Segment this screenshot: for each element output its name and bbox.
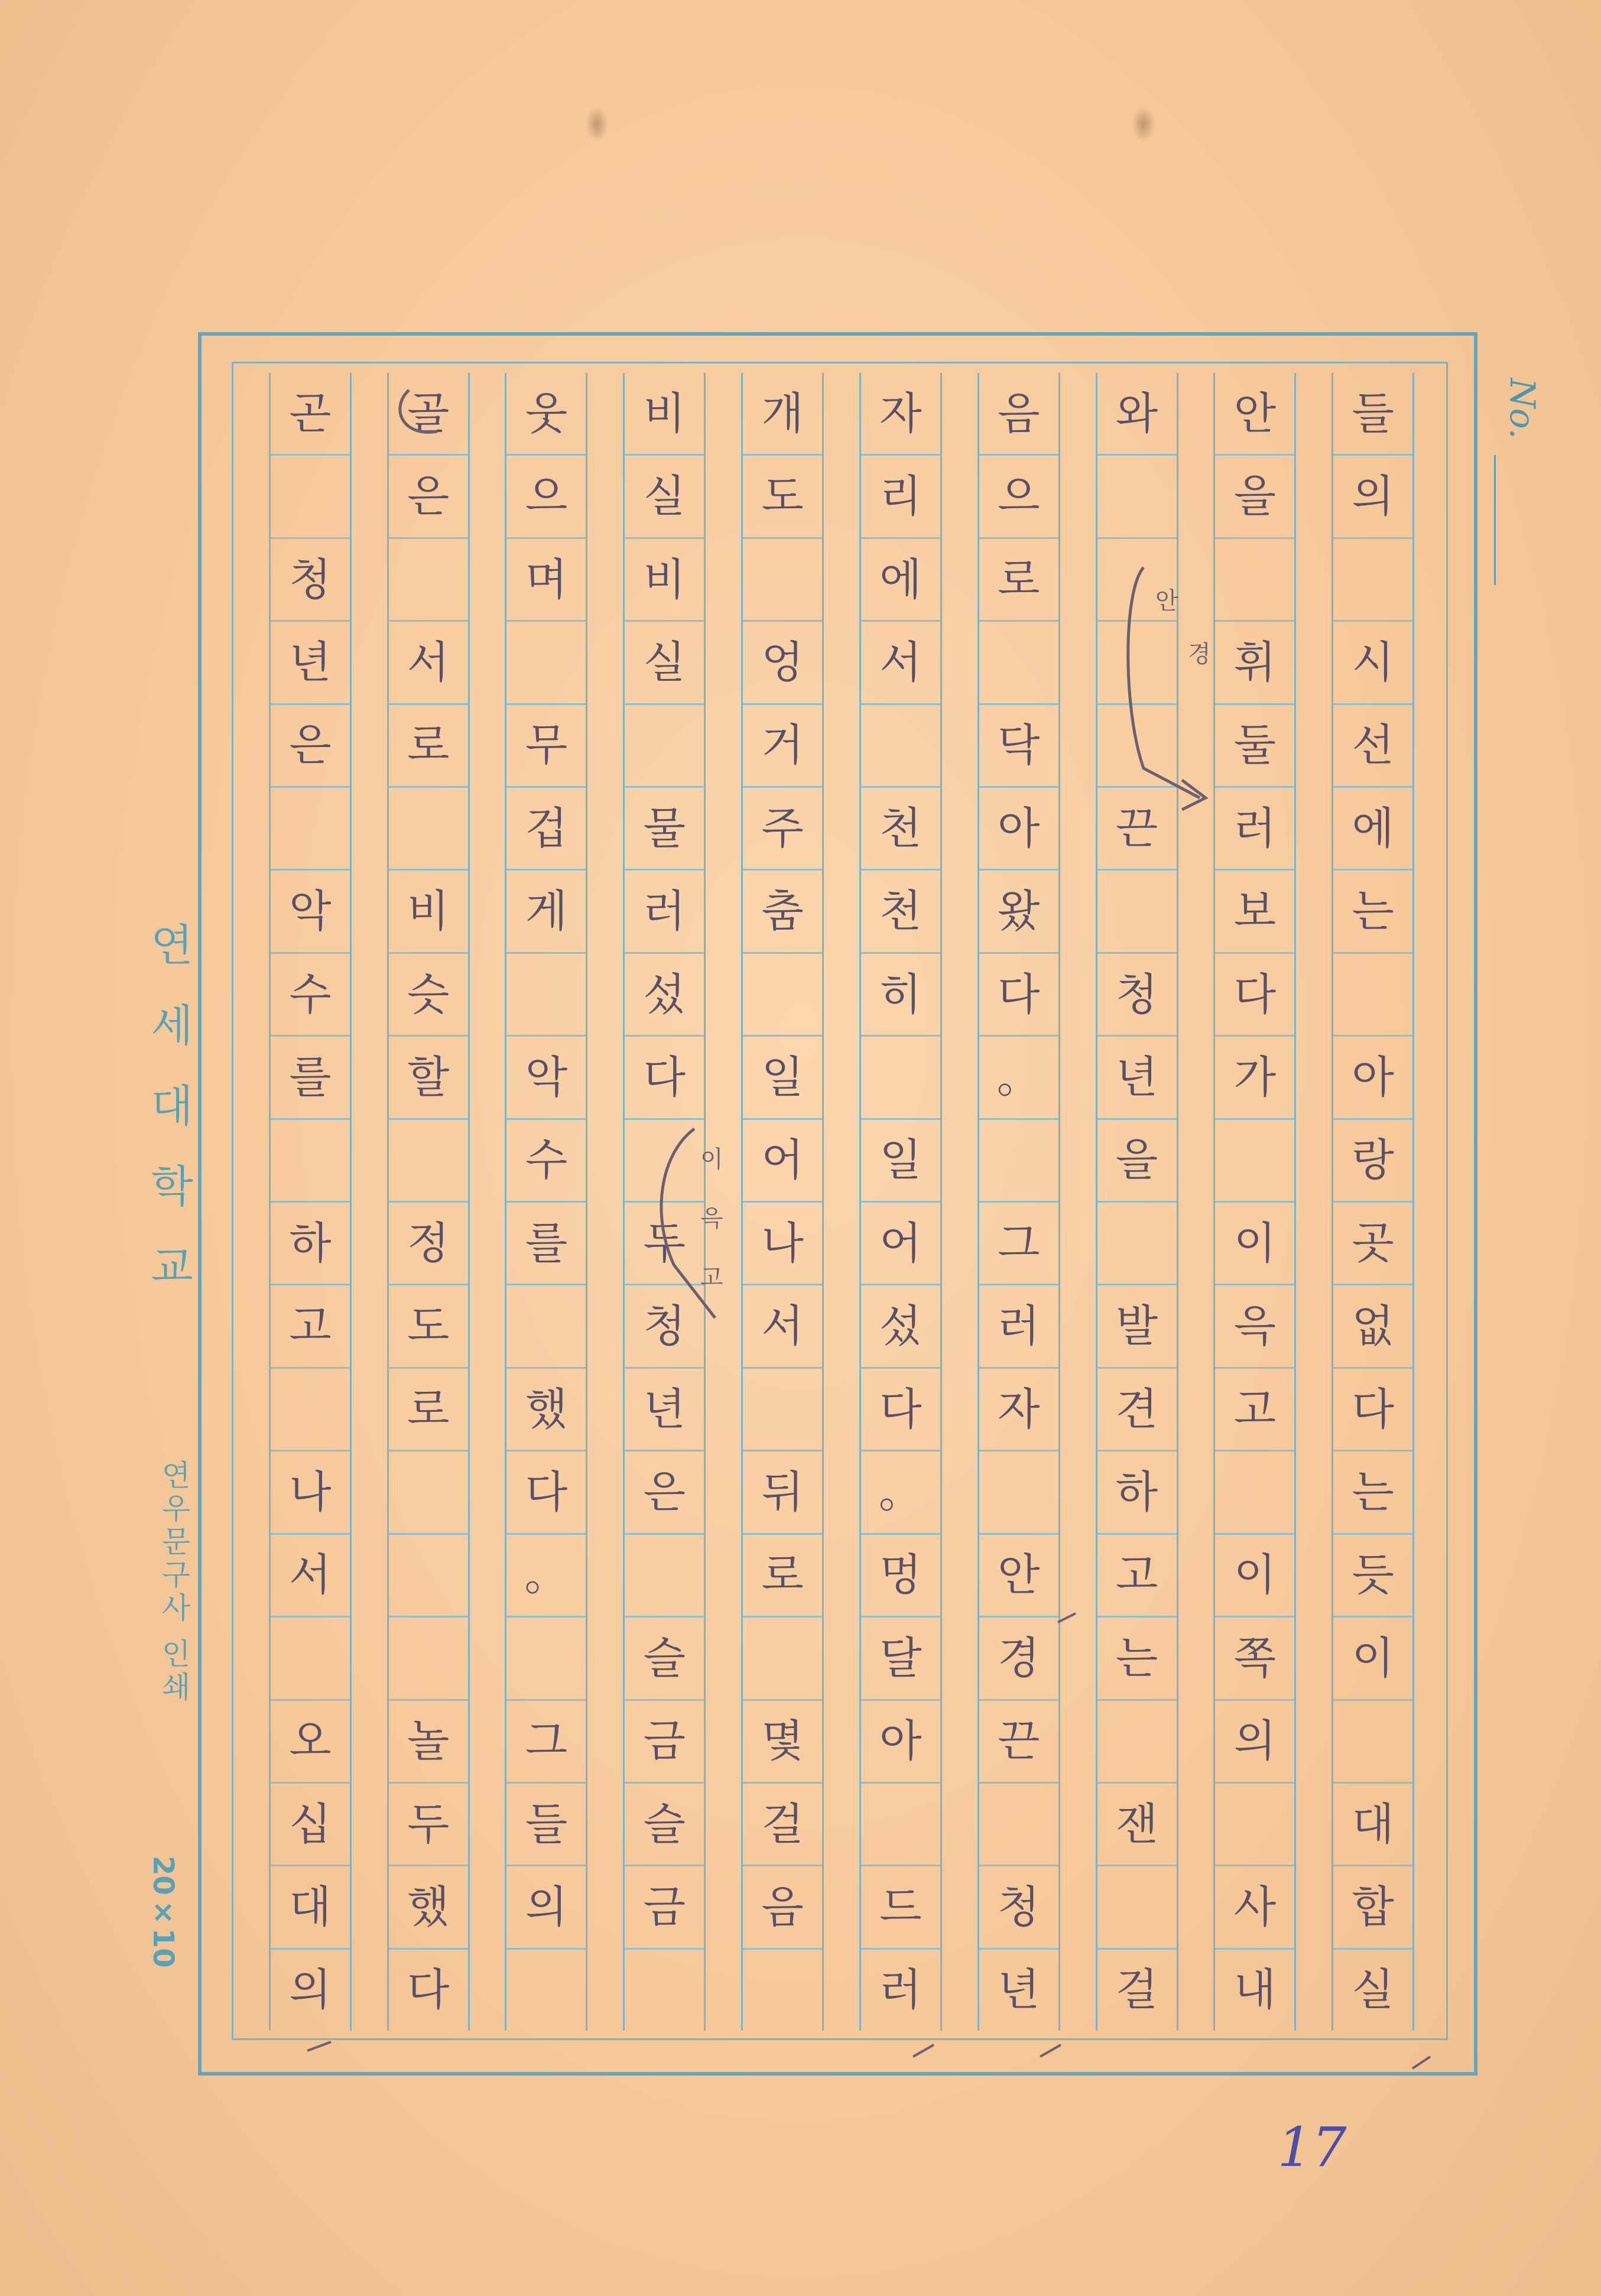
- grid-cell: 대: [1333, 1784, 1412, 1866]
- grid-cell: 이: [1215, 1203, 1294, 1285]
- grid-cell: 정: [389, 1203, 468, 1285]
- grid-cell: [625, 1120, 704, 1203]
- grid-cell: 안: [1215, 373, 1294, 456]
- manuscript-column: [978, 373, 1060, 2031]
- grid-cell: 실: [1352, 1964, 1394, 2016]
- grid-cell: 하: [271, 1203, 350, 1285]
- grid-cell: 쪽: [1215, 1618, 1294, 1700]
- grid-cell: [1333, 954, 1412, 1037]
- grid-cell: 수: [271, 954, 350, 1037]
- grid-cell: 자: [979, 1369, 1058, 1451]
- grid-cell: 다: [625, 1037, 704, 1119]
- grid-cell: 를: [271, 1037, 350, 1119]
- grid-cell: [1097, 1866, 1177, 1949]
- grid-cell: 골: [389, 373, 468, 456]
- grid-cell: [389, 1451, 468, 1534]
- grid-cell: [506, 1618, 586, 1700]
- grid-cell: 했: [389, 1866, 468, 1949]
- grid-cell: [271, 788, 350, 871]
- grid-cell: 러: [979, 1285, 1058, 1368]
- grid-cell: [1097, 871, 1177, 953]
- grid-cell: 들: [506, 1784, 586, 1866]
- grid-cell: [1215, 1451, 1294, 1534]
- grid-cell: 했: [506, 1369, 586, 1451]
- grid-cell: 어: [743, 1120, 822, 1203]
- grid-cell: 은: [625, 1451, 704, 1534]
- inserted-text-5: 고: [700, 1264, 723, 1291]
- grid-cell: 보: [1215, 871, 1294, 953]
- grid-cell: 뒤: [743, 1451, 822, 1534]
- grid-cell: 。: [506, 1535, 586, 1618]
- grid-cell: 몇: [743, 1701, 822, 1784]
- grid-cell: 이: [1333, 1618, 1412, 1700]
- manuscript-column: [1213, 373, 1296, 2031]
- grid-cell: 개: [743, 373, 822, 456]
- grid-cell: 거: [743, 705, 822, 788]
- grid-cell: [1333, 539, 1412, 622]
- grid-cell: [1215, 1784, 1294, 1866]
- pin-mark: [1132, 106, 1155, 142]
- grid-cell: 고: [1215, 1369, 1294, 1451]
- grid-cell: 윽: [1215, 1285, 1294, 1368]
- grid-cell: 의: [1333, 456, 1412, 538]
- grid-cell: 곳: [1333, 1203, 1412, 1285]
- grid-cell: 시: [1333, 622, 1412, 704]
- grid-cell: 는: [1097, 1618, 1177, 1700]
- manuscript-column: [623, 373, 706, 2031]
- grid-cell: [389, 1120, 468, 1203]
- manuscript-column: [741, 373, 824, 2031]
- grid-cell: 도: [743, 456, 822, 538]
- grid-cell: 내: [1233, 1964, 1277, 2016]
- grid-cell: 드: [861, 1866, 940, 1949]
- grid-cell: 물: [625, 788, 704, 871]
- grid-cell: [625, 1950, 704, 2031]
- grid-cell: 로: [979, 539, 1058, 622]
- grid-cell: 에: [1333, 788, 1412, 871]
- grid-cell: 금: [625, 1866, 704, 1949]
- grid-cell: [389, 1618, 468, 1700]
- grid-cell: 듯: [1333, 1535, 1412, 1618]
- grid-cell: [743, 1950, 822, 2031]
- grid-cell: 발: [1097, 1285, 1177, 1368]
- grid-cell: 청: [271, 539, 350, 622]
- grid-cell: 천: [861, 871, 940, 953]
- grid-cell: 청: [1097, 954, 1177, 1037]
- grid-cell: [625, 705, 704, 788]
- grid-cell: 로: [743, 1535, 822, 1618]
- grid-cell: 일: [743, 1037, 822, 1119]
- grid-cell: 어: [861, 1203, 940, 1285]
- grid-cell: [1333, 1701, 1412, 1784]
- grid-cell: [979, 1784, 1058, 1866]
- inserted-text-3: 이: [700, 1146, 723, 1173]
- grid-cell: 둘: [1215, 705, 1294, 788]
- grid-cell: 의: [506, 1866, 586, 1949]
- grid-cell: [1097, 1203, 1177, 1285]
- grid-cell: 곤: [271, 373, 350, 456]
- grid-cell: 고: [271, 1285, 350, 1368]
- grid-cell: 안: [979, 1535, 1058, 1618]
- grid-cell: [743, 1369, 822, 1451]
- grid-cell: 다: [979, 954, 1058, 1037]
- grid-cell: 비: [389, 871, 468, 953]
- inserted-text-4: 윽: [700, 1205, 723, 1232]
- grid-cell: [271, 1369, 350, 1451]
- grid-cell: 닥: [979, 705, 1058, 788]
- grid-cell: [389, 1535, 468, 1618]
- grid-cell: 비: [625, 373, 704, 456]
- grid-cell: 년: [625, 1369, 704, 1451]
- grid-cell: 슷: [389, 954, 468, 1037]
- grid-cell: 이: [1215, 1535, 1294, 1618]
- grid-cell: 걸: [1115, 1964, 1158, 2016]
- grid-cell: 나: [743, 1203, 822, 1285]
- grid-cell: 로: [389, 705, 468, 788]
- grid-cell: [861, 705, 940, 788]
- grid-cell: [271, 1120, 350, 1203]
- grid-cell: 엉: [743, 622, 822, 704]
- grid-cell: 왔: [979, 871, 1058, 953]
- grid-cell: [625, 1535, 704, 1618]
- grid-cell: 가: [1215, 1037, 1294, 1119]
- manuscript-column: [505, 373, 587, 2031]
- grid-cell: 그: [506, 1701, 586, 1784]
- grid-cell: [979, 1451, 1058, 1534]
- grid-cell: 금: [625, 1701, 704, 1784]
- school-name: 연세대학교: [143, 922, 194, 1324]
- grid-cell: 서: [271, 1535, 350, 1618]
- grid-cell: 서: [743, 1285, 822, 1368]
- grid-cell: 나: [271, 1451, 350, 1534]
- grid-cell: 게: [506, 871, 586, 953]
- manuscript-column: [269, 373, 352, 2031]
- grid-cell: 을: [1097, 1120, 1177, 1203]
- grid-cell: 다: [861, 1369, 940, 1451]
- grid-cell: 십: [271, 1784, 350, 1866]
- grid-cell: [979, 1120, 1058, 1203]
- grid-cell: [506, 622, 586, 704]
- grid-cell: 。: [861, 1451, 940, 1534]
- grid-cell: 비: [625, 539, 704, 622]
- grid-cell: 놀: [389, 1701, 468, 1784]
- grid-cell: 와: [1097, 373, 1177, 456]
- grid-cell: 리: [861, 456, 940, 538]
- grid-cell: [271, 1618, 350, 1700]
- grid-cell: [1215, 1120, 1294, 1203]
- grid-cell: 할: [389, 1037, 468, 1119]
- grid-cell: 잰: [1097, 1784, 1177, 1866]
- grid-cell: [743, 1618, 822, 1700]
- grid-cell: 도: [389, 1285, 468, 1368]
- grid-cell: [1215, 539, 1294, 622]
- inserted-text-2: 경: [1188, 641, 1211, 668]
- grid-cell: [743, 954, 822, 1037]
- page-number: 17: [1277, 2116, 1347, 2179]
- grid-cell: 겁: [506, 788, 586, 871]
- inserted-text-1: 안: [1155, 587, 1178, 615]
- grid-cell: 다: [1215, 954, 1294, 1037]
- grid-cell: [1097, 456, 1177, 538]
- grid-cell: 로: [389, 1369, 468, 1451]
- grid-cell: [506, 1285, 586, 1368]
- grid-cell: 섰: [861, 1285, 940, 1368]
- grid-cell: 끈: [979, 1701, 1058, 1784]
- grid-cell: [271, 456, 350, 538]
- grid-cell: 견: [1097, 1369, 1177, 1451]
- grid-cell: 은: [389, 456, 468, 538]
- grid-cell: 없: [1333, 1285, 1412, 1368]
- grid-cell: [389, 539, 468, 622]
- grid-cell: [389, 788, 468, 871]
- grid-cell: 아: [861, 1701, 940, 1784]
- grid-cell: 사: [1215, 1866, 1294, 1949]
- number-label: No.: [1502, 378, 1542, 440]
- grid-cell: 를: [506, 1203, 586, 1285]
- grid-cell: 며: [506, 539, 586, 622]
- grid-cell: [1097, 705, 1177, 788]
- grid-cell: 하: [1097, 1451, 1177, 1534]
- grid-cell: 휘: [1215, 622, 1294, 704]
- grid-cell: 악: [506, 1037, 586, 1119]
- grid-cell: [861, 1037, 940, 1119]
- grid-cell: 끈: [1097, 788, 1177, 871]
- grid-cell: 선: [1333, 705, 1412, 788]
- grid-cell: 러: [1215, 788, 1294, 871]
- grid-size: 20×10: [147, 1856, 180, 1968]
- grid-cell: 은: [271, 705, 350, 788]
- grid-cell: 들: [1333, 373, 1412, 456]
- grid-cell: 슬: [625, 1784, 704, 1866]
- grid-cell: 을: [1215, 456, 1294, 538]
- grid-cell: 으: [979, 456, 1058, 538]
- number-underline: [1494, 455, 1496, 585]
- grid-cell: 는: [1333, 871, 1412, 953]
- grid-cell: 아: [1333, 1037, 1412, 1119]
- grid-cell: 으: [506, 456, 586, 538]
- grid-cell: 자: [861, 373, 940, 456]
- grid-cell: 오: [271, 1701, 350, 1784]
- grid-cell: 서: [861, 622, 940, 704]
- grid-cell: 그: [979, 1203, 1058, 1285]
- grid-cell: 아: [979, 788, 1058, 871]
- grid-cell: [861, 1784, 940, 1866]
- grid-cell: 실: [625, 456, 704, 538]
- grid-cell: 합: [1333, 1866, 1412, 1949]
- grid-cell: 년: [997, 1964, 1040, 2016]
- grid-cell: 수: [506, 1120, 586, 1203]
- grid-cell: 년: [271, 622, 350, 704]
- pin-mark: [585, 106, 609, 142]
- grid-cell: [506, 1950, 586, 2031]
- grid-cell: 천: [861, 788, 940, 871]
- grid-cell: 일: [861, 1120, 940, 1203]
- grid-cell: 다: [407, 1964, 450, 2016]
- manuscript-column: [387, 373, 470, 2031]
- grid-cell: [743, 539, 822, 622]
- grid-cell: 다: [1333, 1369, 1412, 1451]
- grid-cell: 의: [1215, 1701, 1294, 1784]
- grid-cell: 히: [861, 954, 940, 1037]
- grid-cell: 는: [1333, 1451, 1412, 1534]
- manuscript-column: [1332, 373, 1414, 2031]
- grid-cell: 두: [389, 1784, 468, 1866]
- grid-cell: 섰: [625, 954, 704, 1037]
- grid-cell: 악: [271, 871, 350, 953]
- grid-cell: 두: [625, 1203, 704, 1285]
- grid-cell: 경: [979, 1618, 1058, 1700]
- grid-cell: 걸: [743, 1784, 822, 1866]
- manuscript-column: [859, 373, 942, 2031]
- grid-cell: 슬: [625, 1618, 704, 1700]
- grid-cell: 러: [879, 1964, 922, 2016]
- manuscript-column: [1096, 373, 1178, 2031]
- grid-cell: 랑: [1333, 1120, 1412, 1203]
- grid-cell: [1097, 1701, 1177, 1784]
- grid-cell: 년: [1097, 1037, 1177, 1119]
- grid-cell: 다: [506, 1451, 586, 1534]
- grid-cell: 에: [861, 539, 940, 622]
- grid-cell: [506, 954, 586, 1037]
- grid-cell: 실: [625, 622, 704, 704]
- grid-cell: 청: [979, 1866, 1058, 1949]
- grid-cell: 달: [861, 1618, 940, 1700]
- manuscript-grid: [232, 362, 1448, 2040]
- grid-cell: 서: [389, 622, 468, 704]
- grid-cell: 러: [625, 871, 704, 953]
- grid-cell: 청: [625, 1285, 704, 1368]
- grid-cell: [1097, 622, 1177, 704]
- grid-cell: 음: [743, 1866, 822, 1949]
- printer-name: 연우문구사 인쇄: [157, 1460, 191, 1704]
- grid-cell: 。: [979, 1037, 1058, 1119]
- grid-cell: 음: [979, 373, 1058, 456]
- grid-cell: 의: [289, 1964, 332, 2016]
- grid-cell: 무: [506, 705, 586, 788]
- grid-cell: 고: [1097, 1535, 1177, 1618]
- grid-cell: 주: [743, 788, 822, 871]
- grid-cell: 웃: [506, 373, 586, 456]
- grid-cell: [979, 622, 1058, 704]
- grid-cell: 대: [271, 1866, 350, 1949]
- grid-cell: 멍: [861, 1535, 940, 1618]
- grid-cell: 춤: [743, 871, 822, 953]
